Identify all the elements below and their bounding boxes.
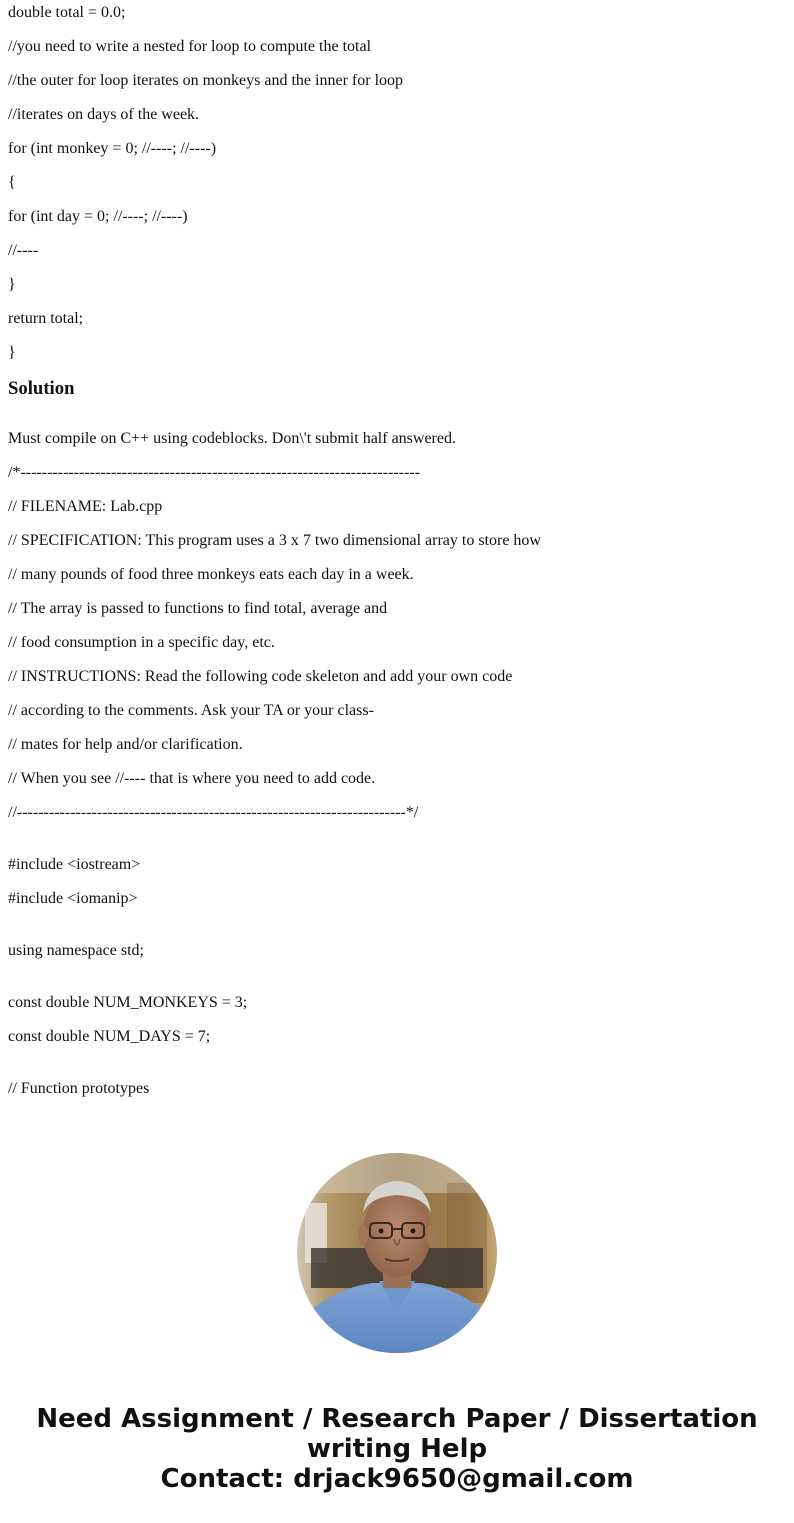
solution-line: // many pounds of food three monkeys eats each day in a week.	[8, 566, 414, 583]
code-line: }	[8, 344, 16, 361]
solution-line: /*---------------------------------------------------------------------------	[8, 464, 421, 481]
solution-line: // Function prototypes	[8, 1080, 150, 1097]
solution-line: #include <iostream>	[8, 856, 141, 873]
solution-heading: Solution	[8, 378, 75, 399]
solution-line: const double NUM_MONKEYS = 3;	[8, 994, 248, 1011]
solution-body	[8, 430, 786, 1098]
solution-line: // When you see //---- that is where you need to add code.	[8, 770, 376, 787]
code-line: }	[8, 276, 16, 293]
promo-banner	[0, 1404, 794, 1494]
promo-line-2: writing Help	[306, 1434, 488, 1464]
solution-line: // SPECIFICATION: This program uses a 3 x 7 two dimensional array to store how	[8, 532, 541, 549]
solution-line: // The array is passed to functions to find total, average and	[8, 600, 388, 617]
solution-line: #include <iomanip>	[8, 890, 138, 907]
code-line: //the outer for loop iterates on monkeys and the inner for loop	[8, 72, 404, 89]
solution-line: // FILENAME: Lab.cpp	[8, 498, 163, 515]
author-avatar-image	[297, 1153, 497, 1353]
code-line: //iterates on days of the week.	[8, 106, 200, 123]
code-line: //you need to write a nested for loop to compute the total	[8, 38, 372, 55]
author-avatar	[297, 1153, 497, 1353]
solution-line: //-------------------------------------------------------------------------*/	[8, 804, 419, 821]
solution-line: // food consumption in a specific day, etc.	[8, 634, 275, 651]
code-line: return total;	[8, 310, 84, 327]
code-line: double total = 0.0;	[8, 4, 126, 21]
code-line: for (int day = 0; //----; //----)	[8, 208, 188, 225]
solution-line: const double NUM_DAYS = 7;	[8, 1028, 211, 1045]
code-line: {	[8, 174, 16, 191]
solution-line: // INSTRUCTIONS: Read the following code skeleton and add your own code	[8, 668, 513, 685]
solution-line: using namespace std;	[8, 942, 144, 959]
solution-line: // mates for help and/or clarification.	[8, 736, 243, 753]
promo-contact[interactable]: Contact: drjack9650@gmail.com	[160, 1464, 634, 1494]
code-line: //----	[8, 242, 39, 259]
document-content	[8, 4, 786, 1114]
code-line: for (int monkey = 0; //----; //----)	[8, 140, 217, 157]
solution-line: // according to the comments. Ask your TA or your class-	[8, 702, 374, 719]
solution-line: Must compile on C++ using codeblocks. Don\'t submit half answered.	[8, 430, 456, 447]
promo-line-1: Need Assignment / Research Paper / Dissertation	[36, 1404, 758, 1434]
